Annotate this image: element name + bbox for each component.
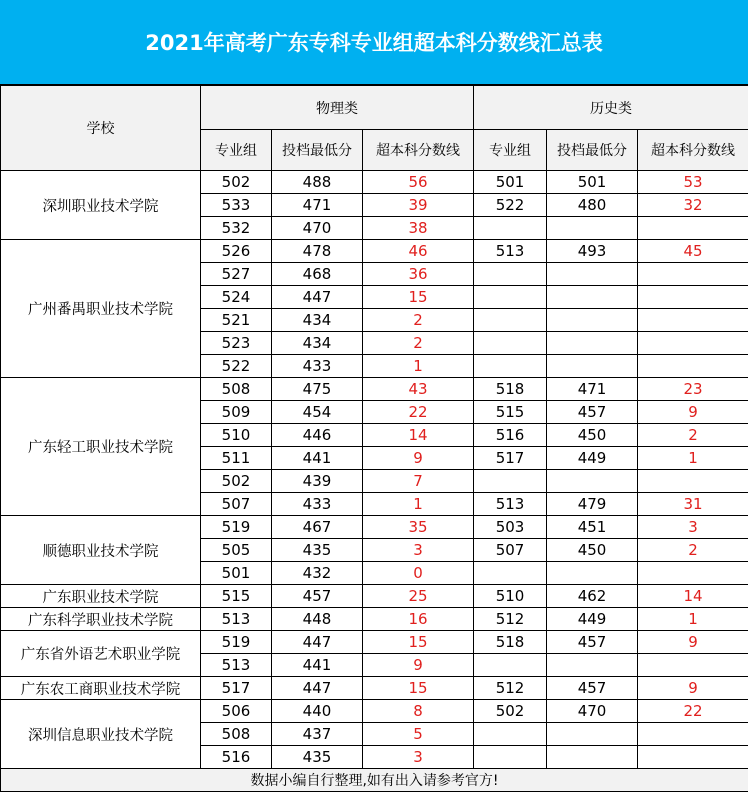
cell-physics-min-score: 447 bbox=[272, 677, 363, 700]
cell-physics-group: 513 bbox=[201, 654, 272, 677]
cell-history-over-line bbox=[638, 309, 748, 332]
cell-history-min-score bbox=[547, 217, 638, 240]
cell-history-min-score: 471 bbox=[547, 378, 638, 401]
cell-history-over-line: 9 bbox=[638, 631, 748, 654]
school-name: 广东轻工职业技术学院 bbox=[1, 378, 201, 516]
cell-physics-over-line: 39 bbox=[363, 194, 474, 217]
cell-physics-min-score: 433 bbox=[272, 355, 363, 378]
cell-history-min-score: 449 bbox=[547, 608, 638, 631]
cell-physics-min-score: 470 bbox=[272, 217, 363, 240]
cell-physics-min-score: 447 bbox=[272, 631, 363, 654]
header-history-group: 专业组 bbox=[474, 130, 547, 171]
cell-history-over-line: 45 bbox=[638, 240, 748, 263]
school-name: 顺德职业技术学院 bbox=[1, 516, 201, 585]
table-row bbox=[1, 677, 748, 700]
cell-physics-group: 519 bbox=[201, 516, 272, 539]
cell-history-min-score: 457 bbox=[547, 677, 638, 700]
cell-history-group: 522 bbox=[474, 194, 547, 217]
cell-physics-group: 532 bbox=[201, 217, 272, 240]
cell-history-min-score: 479 bbox=[547, 493, 638, 516]
cell-physics-group: 501 bbox=[201, 562, 272, 585]
table-row bbox=[1, 378, 748, 401]
cell-physics-min-score: 433 bbox=[272, 493, 363, 516]
cell-history-over-line: 23 bbox=[638, 378, 748, 401]
cell-history-group bbox=[474, 332, 547, 355]
cell-history-group: 502 bbox=[474, 700, 547, 723]
cell-physics-group: 521 bbox=[201, 309, 272, 332]
cell-history-over-line: 1 bbox=[638, 608, 748, 631]
cell-history-min-score: 451 bbox=[547, 516, 638, 539]
cell-physics-group: 506 bbox=[201, 700, 272, 723]
cell-history-group: 501 bbox=[474, 171, 547, 194]
cell-history-min-score: 470 bbox=[547, 700, 638, 723]
table-row bbox=[1, 631, 748, 654]
cell-physics-group: 522 bbox=[201, 355, 272, 378]
cell-physics-min-score: 448 bbox=[272, 608, 363, 631]
table-body bbox=[1, 171, 748, 769]
school-name: 广东省外语艺术职业学院 bbox=[1, 631, 201, 677]
header-physics-group: 专业组 bbox=[201, 130, 272, 171]
cell-history-over-line bbox=[638, 746, 748, 769]
cell-physics-group: 517 bbox=[201, 677, 272, 700]
cell-history-min-score bbox=[547, 746, 638, 769]
cell-history-group: 517 bbox=[474, 447, 547, 470]
cell-physics-group: 510 bbox=[201, 424, 272, 447]
cell-history-group: 503 bbox=[474, 516, 547, 539]
cell-history-min-score bbox=[547, 263, 638, 286]
cell-history-group: 512 bbox=[474, 608, 547, 631]
cell-history-over-line bbox=[638, 470, 748, 493]
cell-physics-group: 513 bbox=[201, 608, 272, 631]
table-row bbox=[1, 171, 748, 194]
cell-history-over-line: 2 bbox=[638, 424, 748, 447]
school-name: 深圳职业技术学院 bbox=[1, 171, 201, 240]
cell-history-over-line: 9 bbox=[638, 401, 748, 424]
cell-physics-min-score: 435 bbox=[272, 539, 363, 562]
cell-physics-over-line: 9 bbox=[363, 654, 474, 677]
cell-physics-over-line: 1 bbox=[363, 355, 474, 378]
cell-physics-group: 523 bbox=[201, 332, 272, 355]
cell-history-min-score bbox=[547, 654, 638, 677]
cell-physics-group: 509 bbox=[201, 401, 272, 424]
score-table bbox=[0, 85, 748, 792]
cell-history-over-line: 2 bbox=[638, 539, 748, 562]
school-name: 广州番禺职业技术学院 bbox=[1, 240, 201, 378]
cell-history-over-line: 14 bbox=[638, 585, 748, 608]
cell-physics-over-line: 14 bbox=[363, 424, 474, 447]
cell-physics-min-score: 471 bbox=[272, 194, 363, 217]
cell-history-over-line bbox=[638, 263, 748, 286]
header-physics-min-score: 投档最低分 bbox=[272, 130, 363, 171]
cell-history-group: 516 bbox=[474, 424, 547, 447]
cell-history-min-score bbox=[547, 286, 638, 309]
cell-history-min-score: 450 bbox=[547, 539, 638, 562]
cell-history-group: 507 bbox=[474, 539, 547, 562]
cell-physics-min-score: 446 bbox=[272, 424, 363, 447]
cell-physics-group: 533 bbox=[201, 194, 272, 217]
cell-physics-min-score: 435 bbox=[272, 746, 363, 769]
cell-physics-over-line: 22 bbox=[363, 401, 474, 424]
cell-physics-min-score: 440 bbox=[272, 700, 363, 723]
cell-history-over-line: 53 bbox=[638, 171, 748, 194]
table-row bbox=[1, 700, 748, 723]
school-name: 深圳信息职业技术学院 bbox=[1, 700, 201, 769]
cell-physics-min-score: 475 bbox=[272, 378, 363, 401]
cell-history-group bbox=[474, 654, 547, 677]
cell-physics-min-score: 434 bbox=[272, 309, 363, 332]
cell-physics-group: 508 bbox=[201, 723, 272, 746]
header-physics: 物理类 bbox=[201, 86, 474, 130]
cell-history-min-score: 480 bbox=[547, 194, 638, 217]
cell-history-group bbox=[474, 309, 547, 332]
cell-history-min-score: 493 bbox=[547, 240, 638, 263]
cell-history-over-line bbox=[638, 355, 748, 378]
cell-physics-over-line: 3 bbox=[363, 746, 474, 769]
cell-physics-over-line: 5 bbox=[363, 723, 474, 746]
cell-physics-over-line: 35 bbox=[363, 516, 474, 539]
cell-physics-group: 508 bbox=[201, 378, 272, 401]
cell-physics-over-line: 9 bbox=[363, 447, 474, 470]
cell-history-min-score bbox=[547, 562, 638, 585]
cell-history-group bbox=[474, 562, 547, 585]
cell-history-over-line bbox=[638, 723, 748, 746]
cell-physics-min-score: 488 bbox=[272, 171, 363, 194]
table-row bbox=[1, 608, 748, 631]
school-name: 广东科学职业技术学院 bbox=[1, 608, 201, 631]
header-history-over-line: 超本科分数线 bbox=[638, 130, 748, 171]
cell-physics-min-score: 467 bbox=[272, 516, 363, 539]
cell-physics-group: 505 bbox=[201, 539, 272, 562]
footer-note: 数据小编自行整理,如有出入请参考官方! bbox=[1, 769, 748, 792]
school-name: 广东农工商职业技术学院 bbox=[1, 677, 201, 700]
cell-history-group: 515 bbox=[474, 401, 547, 424]
cell-physics-min-score: 468 bbox=[272, 263, 363, 286]
cell-physics-over-line: 8 bbox=[363, 700, 474, 723]
cell-history-over-line bbox=[638, 217, 748, 240]
table-row bbox=[1, 516, 748, 539]
header-physics-over-line: 超本科分数线 bbox=[363, 130, 474, 171]
cell-history-over-line: 9 bbox=[638, 677, 748, 700]
cell-physics-min-score: 457 bbox=[272, 585, 363, 608]
cell-history-group bbox=[474, 355, 547, 378]
cell-physics-min-score: 439 bbox=[272, 470, 363, 493]
cell-history-group bbox=[474, 263, 547, 286]
school-name: 广东职业技术学院 bbox=[1, 585, 201, 608]
cell-history-min-score: 449 bbox=[547, 447, 638, 470]
cell-physics-over-line: 46 bbox=[363, 240, 474, 263]
cell-physics-over-line: 15 bbox=[363, 677, 474, 700]
cell-physics-over-line: 2 bbox=[363, 309, 474, 332]
page-title: 2021年高考广东专科专业组超本科分数线汇总表 bbox=[0, 0, 748, 85]
cell-physics-group: 502 bbox=[201, 171, 272, 194]
cell-physics-over-line: 25 bbox=[363, 585, 474, 608]
cell-physics-over-line: 36 bbox=[363, 263, 474, 286]
cell-history-over-line: 3 bbox=[638, 516, 748, 539]
cell-history-group bbox=[474, 746, 547, 769]
cell-history-group bbox=[474, 470, 547, 493]
cell-history-min-score: 450 bbox=[547, 424, 638, 447]
cell-history-group: 513 bbox=[474, 493, 547, 516]
cell-history-group: 518 bbox=[474, 631, 547, 654]
cell-history-min-score bbox=[547, 723, 638, 746]
cell-history-group: 512 bbox=[474, 677, 547, 700]
table-row bbox=[1, 585, 748, 608]
cell-physics-group: 527 bbox=[201, 263, 272, 286]
cell-history-group bbox=[474, 286, 547, 309]
cell-history-group bbox=[474, 217, 547, 240]
cell-history-group: 518 bbox=[474, 378, 547, 401]
cell-physics-group: 507 bbox=[201, 493, 272, 516]
cell-physics-over-line: 16 bbox=[363, 608, 474, 631]
cell-history-group: 513 bbox=[474, 240, 547, 263]
cell-history-min-score bbox=[547, 332, 638, 355]
cell-history-min-score: 457 bbox=[547, 631, 638, 654]
cell-physics-min-score: 478 bbox=[272, 240, 363, 263]
cell-physics-group: 519 bbox=[201, 631, 272, 654]
cell-physics-over-line: 38 bbox=[363, 217, 474, 240]
cell-history-group bbox=[474, 723, 547, 746]
cell-history-min-score: 462 bbox=[547, 585, 638, 608]
cell-physics-min-score: 437 bbox=[272, 723, 363, 746]
cell-history-min-score: 457 bbox=[547, 401, 638, 424]
cell-history-over-line: 31 bbox=[638, 493, 748, 516]
cell-physics-group: 526 bbox=[201, 240, 272, 263]
cell-history-over-line bbox=[638, 562, 748, 585]
cell-physics-over-line: 15 bbox=[363, 286, 474, 309]
cell-physics-min-score: 432 bbox=[272, 562, 363, 585]
cell-physics-min-score: 454 bbox=[272, 401, 363, 424]
cell-physics-group: 511 bbox=[201, 447, 272, 470]
cell-history-over-line: 22 bbox=[638, 700, 748, 723]
cell-physics-group: 502 bbox=[201, 470, 272, 493]
cell-physics-min-score: 441 bbox=[272, 654, 363, 677]
cell-physics-over-line: 7 bbox=[363, 470, 474, 493]
cell-history-over-line bbox=[638, 654, 748, 677]
table-row bbox=[1, 240, 748, 263]
cell-history-min-score bbox=[547, 309, 638, 332]
cell-history-over-line: 32 bbox=[638, 194, 748, 217]
cell-history-min-score bbox=[547, 355, 638, 378]
cell-physics-group: 524 bbox=[201, 286, 272, 309]
cell-physics-group: 515 bbox=[201, 585, 272, 608]
cell-physics-over-line: 3 bbox=[363, 539, 474, 562]
cell-history-min-score bbox=[547, 470, 638, 493]
cell-physics-over-line: 56 bbox=[363, 171, 474, 194]
header-school: 学校 bbox=[1, 86, 201, 171]
cell-physics-min-score: 447 bbox=[272, 286, 363, 309]
cell-history-over-line: 1 bbox=[638, 447, 748, 470]
header-history: 历史类 bbox=[474, 86, 748, 130]
cell-history-group: 510 bbox=[474, 585, 547, 608]
cell-physics-min-score: 441 bbox=[272, 447, 363, 470]
cell-physics-over-line: 43 bbox=[363, 378, 474, 401]
cell-history-over-line bbox=[638, 332, 748, 355]
cell-physics-over-line: 0 bbox=[363, 562, 474, 585]
cell-physics-group: 516 bbox=[201, 746, 272, 769]
cell-physics-over-line: 15 bbox=[363, 631, 474, 654]
cell-physics-over-line: 1 bbox=[363, 493, 474, 516]
cell-physics-min-score: 434 bbox=[272, 332, 363, 355]
cell-history-min-score: 501 bbox=[547, 171, 638, 194]
cell-physics-over-line: 2 bbox=[363, 332, 474, 355]
cell-history-over-line bbox=[638, 286, 748, 309]
header-history-min-score: 投档最低分 bbox=[547, 130, 638, 171]
